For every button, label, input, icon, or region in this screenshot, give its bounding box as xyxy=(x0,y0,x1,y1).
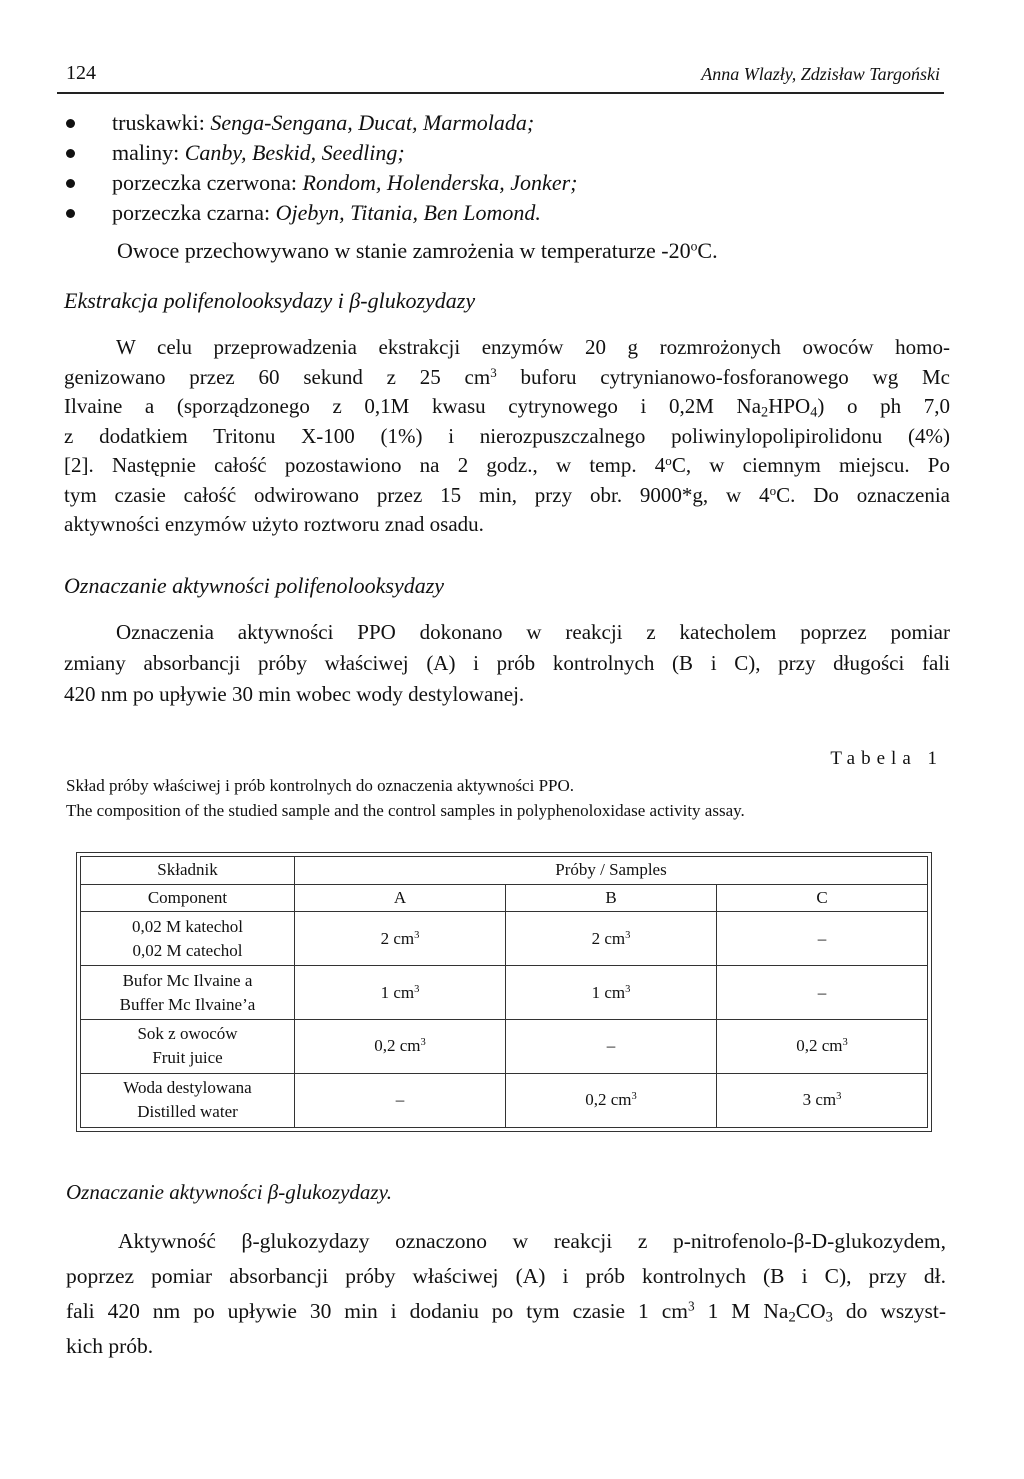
sample-c-cell: – xyxy=(717,966,928,1020)
glucosidase-paragraph: Aktywność β-glukozydazy oznaczono w reakcji z p-nitrofenolo-β-D-glukozydem, poprzez pomiar absorbancji próby właściwej (A) i prób kontrolnych (B i C), przy dł. fali 420 nm po upływie 30 min i dodaniu po tym czasie 1 $cm^3$ 1 M $Na_2CO_3$ do wszyst- kich prób. xyxy=(66,1229,947,1358)
ppo-paragraph: Oznaczenia aktywności PPO dokonano w reakcji z katecholem poprzez pomiar zmiany absorbancji próby właściwej (A) i prób kontrolnych (B i C), przy długości fali 420 nm po upływie 30 min wobec wody destylowanej. xyxy=(64,620,950,706)
list-item xyxy=(62,168,942,198)
fruit-varieties: Senga-Sengana, Ducat, Marmolada; xyxy=(210,110,535,135)
fruit-name: maliny: xyxy=(112,140,180,165)
table-row xyxy=(81,1020,928,1074)
fruit-variety-list xyxy=(62,108,942,228)
header-col-c: C xyxy=(717,884,928,912)
sample-a-cell: 2 $cm^3$ xyxy=(295,912,506,966)
running-header xyxy=(57,58,944,94)
section-heading-ppo: Oznaczanie aktywności polifenolooksydazy xyxy=(64,573,445,598)
table-caption xyxy=(66,773,745,823)
table-caption-pl: Skład próby właściwej i prób kontrolnych do oznaczenia aktywności PPO. xyxy=(66,776,575,795)
sample-b-cell: – xyxy=(506,1020,717,1074)
composition-table xyxy=(76,852,932,1132)
sample-c-cell: – xyxy=(717,912,928,966)
sample-b-cell: 1 $cm^3$ xyxy=(506,966,717,1020)
sample-b-cell: 0,2 $cm^3$ xyxy=(506,1073,717,1127)
section-heading-extraction: Ekstrakcja polifenolooksydazy i β-glukozydazy xyxy=(64,288,476,313)
table-row xyxy=(81,912,928,966)
list-item xyxy=(62,108,942,138)
bullet-icon xyxy=(66,179,75,188)
bullet-icon xyxy=(66,209,75,218)
component-cell: 0,02 M katechol 0,02 M catechol xyxy=(81,912,295,966)
sample-c-cell: 3 $cm^3$ xyxy=(717,1073,928,1127)
table-row xyxy=(81,1073,928,1127)
list-item xyxy=(62,138,942,168)
list-item xyxy=(62,198,942,228)
header-col-b: B xyxy=(506,884,717,912)
sample-a-cell: 0,2 $cm^3$ xyxy=(295,1020,506,1074)
table-caption-en: The composition of the studied sample and the control samples in polyphenoloxidase activity assay. xyxy=(66,801,745,820)
fruit-name: porzeczka czerwona: xyxy=(112,170,298,195)
table-header-row xyxy=(81,857,928,885)
header-authors: Anna Wlazły, Zdzisław Targoński xyxy=(701,64,940,84)
sample-a-cell: 1 $cm^3$ xyxy=(295,966,506,1020)
extraction-paragraph: W celu przeprowadzenia ekstrakcji enzymów 20 g rozmrożonych owoców homo- genizowano przez 60 sekund z 25 $cm^3$ buforu cytrynianowo-fosforanowego wg Mc Ilvaine a (sporządzonego z 0,1M kwasu cytrynowego i 0,2M $Na_2HPO_4$) o ph 7,0 z dodatkiem Tritonu X-100 (1%) i nierozpuszczalnego poliwinylopolipirolidonu (4%) [2]. Następnie całość pozostawiono na 2 godz., w temp. 4$^o$C, w ciemnym miejscu. Po tym czasie całość odwirowano przez 15 min, przy obr. 9000*g, w 4$^o$C. Do oznaczenia aktywności enzymów użyto roztworu znad osadu. xyxy=(64,335,950,536)
bullet-icon xyxy=(66,119,75,128)
fruit-name: porzeczka czarna: xyxy=(112,200,271,225)
table-row xyxy=(81,966,928,1020)
sample-b-cell: 2 $cm^3$ xyxy=(506,912,717,966)
fruit-varieties: Ojebyn, Titania, Ben Lomond. xyxy=(275,200,541,225)
component-cell: Bufor Mc Ilvaine a Buffer Mc Ilvaine’a xyxy=(81,966,295,1020)
page-number: 124 xyxy=(66,62,96,84)
component-cell: Woda destylowana Distilled water xyxy=(81,1073,295,1127)
table-header-row xyxy=(81,884,928,912)
table-label: Tabela 1 xyxy=(830,748,943,769)
section-heading-glucosidase: Oznaczanie aktywności β-glukozydazy. xyxy=(66,1180,392,1204)
fruit-varieties: Canby, Beskid, Seedling; xyxy=(184,140,405,165)
header-component-pl: Składnik xyxy=(81,857,295,885)
storage-note: Owoce przechowywano w stanie zamrożenia w temperaturze -20$^o$C. xyxy=(117,238,718,263)
fruit-varieties: Rondom, Holenderska, Jonker; xyxy=(302,170,578,195)
header-col-a: A xyxy=(295,884,506,912)
header-component-en: Component xyxy=(81,884,295,912)
header-samples: Próby / Samples xyxy=(295,857,928,885)
sample-c-cell: 0,2 $cm^3$ xyxy=(717,1020,928,1074)
component-cell: Sok z owoców Fruit juice xyxy=(81,1020,295,1074)
fruit-name: truskawki: xyxy=(112,110,205,135)
sample-a-cell: – xyxy=(295,1073,506,1127)
bullet-icon xyxy=(66,149,75,158)
